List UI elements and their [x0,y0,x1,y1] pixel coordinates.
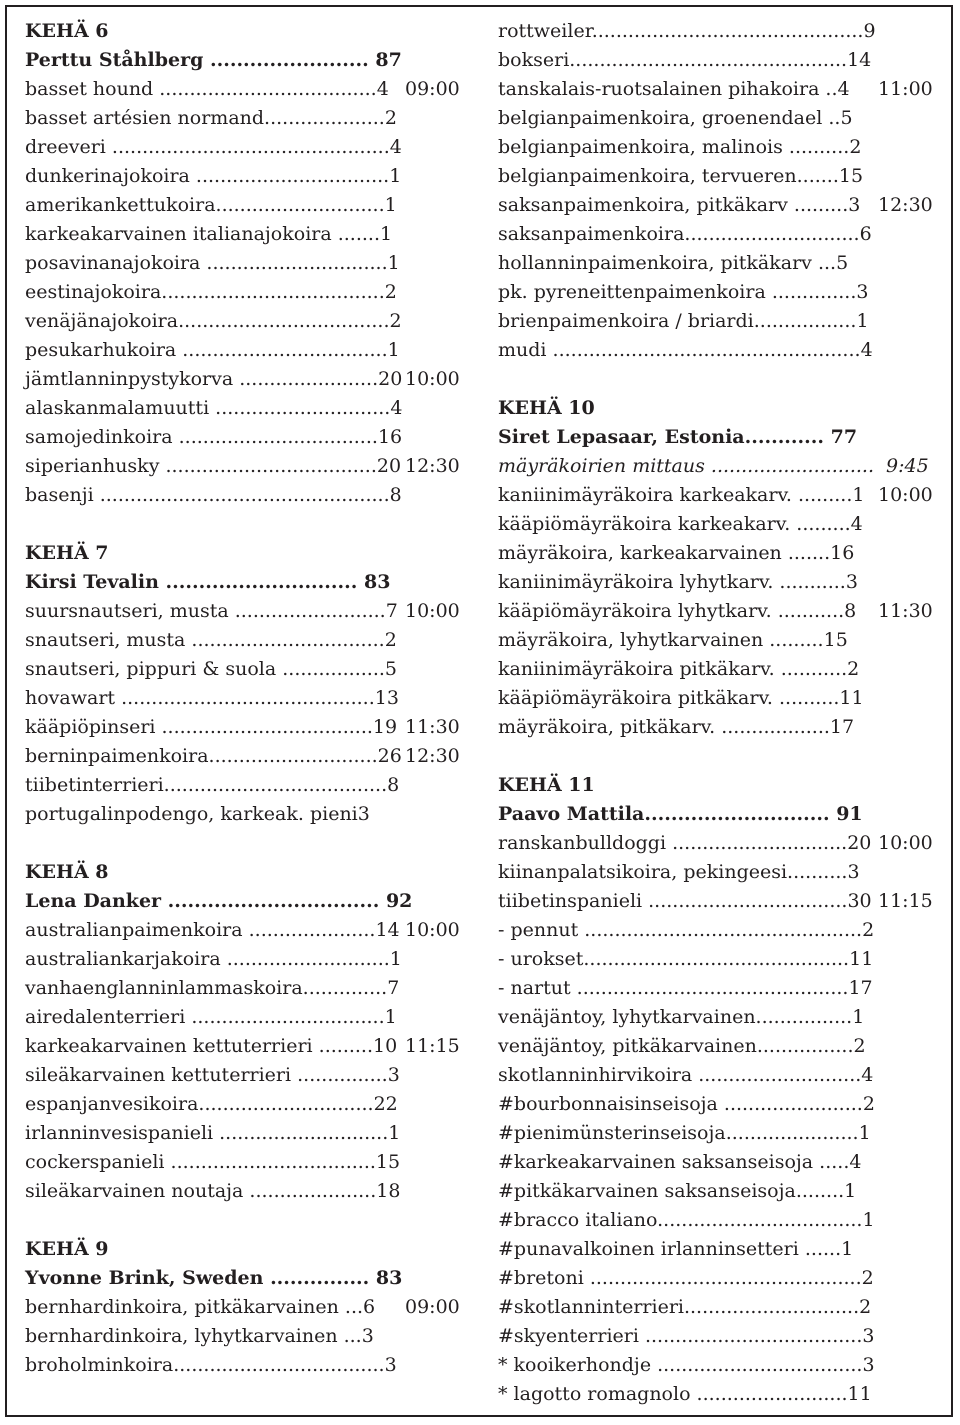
breed-entry [498,597,938,626]
ring-heading: KEHÄ 10 [498,397,595,419]
judge-name: Perttu Ståhlberg ........................ 87 [25,49,402,71]
entry-count: 14 [847,49,872,71]
breed-name: #skyenterrieri .................................... [498,1325,863,1347]
entry-count: 1 [389,165,402,187]
entry-count: 5 [836,252,849,274]
breed-entry [498,1119,938,1148]
entry-count: 3 [862,1354,875,1376]
breed-name: #bretoni ............................................. [498,1267,862,1289]
breed-name: kääpiömäyräkoira lyhytkarv. ........... [498,600,845,622]
entry-count: 2 [847,658,860,680]
breed-name: venäjänajokoira................................... [25,310,390,332]
breed-entry [25,220,465,249]
ring-heading: KEHÄ 9 [25,1238,109,1260]
entry-count: 3 [845,571,858,593]
entry-count: 2 [384,107,397,129]
breed-name: belgianpaimenkoira, malinois .......... [498,136,850,158]
breed-name: siperianhusky ................................... [25,455,377,477]
breed-name: belgianpaimenkoira, tervueren....... [498,165,839,187]
entry-count: 4 [861,1064,874,1086]
breed-name: alaskanmalamuutti ............................. [25,397,391,419]
breed-entry [25,104,465,133]
judge-name: Paavo Mattila............................ 91 [498,803,863,825]
breed-name: - urokset............................................ [498,948,850,970]
entry-count: 1 [841,1238,854,1260]
breed-entry [25,133,465,162]
breed-entry [25,597,465,626]
entry-count: 2 [853,1035,866,1057]
start-time: 12:30 [405,455,460,477]
breed-entry [25,481,465,510]
breed-name: rottweiler............................................. [498,20,864,42]
section-spacer [25,829,465,858]
entry-count: 2 [384,281,397,303]
breed-entry [498,916,938,945]
entry-count: 13 [374,687,399,709]
breed-name: dunkerinajokoira ................................ [25,165,390,187]
breed-entry [498,1090,938,1119]
start-time: 9:45 [886,455,929,477]
breed-name: belgianpaimenkoira, groenendael .. [498,107,841,129]
start-time: 10:00 [405,600,460,622]
breed-entry [25,1003,465,1032]
entry-count: 11 [839,687,864,709]
entry-count: 4 [849,1151,862,1173]
section-spacer [25,1206,465,1235]
breed-name: bernhardinkoira, pitkäkarvainen ... [25,1296,364,1318]
breed-name: - pennut .............................................. [498,919,863,941]
judge-name: Lena Danker ................................ 92 [25,890,413,912]
breed-name: venäjäntoy, lyhytkarvainen................ [498,1006,853,1028]
entry-count: 26 [377,745,402,767]
breed-name: pk. pyreneittenpaimenkoira .............. [498,281,857,303]
entry-count: 16 [377,426,403,448]
breed-entry [25,800,465,829]
breed-name: #skotlanninterrieri............................. [498,1296,860,1318]
breed-entry [25,1293,465,1322]
section-spacer [498,742,938,771]
breed-name: posavinanajokoira .............................. [25,252,388,274]
entry-count: 8 [389,484,402,506]
breed-name: basset hound .................................... [25,78,377,100]
breed-entry [498,945,938,974]
breed-name: #punavalkoinen irlanninsetteri ...... [498,1238,842,1260]
breed-name: kaniinimäyräkoira lyhytkarv. ........... [498,571,846,593]
breed-name: sileäkarvainen kettuterrieri ............... [25,1064,388,1086]
breed-entry [498,1148,938,1177]
breed-name: cockerspanieli .................................. [25,1151,376,1173]
breed-entry [498,278,938,307]
entry-count: 15 [823,629,848,651]
breed-entry [498,858,938,887]
ring-heading: KEHÄ 11 [498,774,595,796]
breed-name: ranskanbulldoggi ............................. [498,832,848,854]
breed-entry [498,1177,938,1206]
entry-count: 1 [862,1209,875,1231]
breed-entry [25,742,465,771]
breed-entry [25,684,465,713]
breed-entry [25,191,465,220]
ring-heading: KEHÄ 8 [25,861,109,883]
start-time: 10:00 [405,368,460,390]
breed-entry [25,278,465,307]
breed-name: kääpiöpinseri ................................... [25,716,373,738]
entry-count: 3 [357,803,370,825]
breed-name: * lagotto romagnolo ......................... [498,1383,848,1405]
entry-count: 1 [380,223,393,245]
entry-count: 20 [376,455,402,477]
entry-count: 3 [862,1325,875,1347]
entry-count: 1 [852,484,865,506]
breed-name: hollanninpaimenkoira, pitkäkarv ... [498,252,837,274]
entry-count: 3 [384,1354,397,1376]
breed-name: mäyräkoirien mittaus ........................... [498,455,874,477]
breed-entry [498,974,938,1003]
breed-name: snautseri, musta ................................ [25,629,385,651]
breed-name: basenji ................................................ [25,484,390,506]
breed-name: tanskalais-ruotsalainen pihakoira .. [498,78,838,100]
breed-entry [498,1293,938,1322]
breed-name: bernhardinkoira, lyhytkarvainen ... [25,1325,362,1347]
start-time: 10:00 [405,919,460,941]
breed-entry [498,481,938,510]
breed-name: karkeakarvainen kettuterrieri ......... [25,1035,374,1057]
breed-entry [25,394,465,423]
breed-name: pesukarhukoira .................................. [25,339,388,361]
entry-count: 1 [852,1006,865,1028]
breed-name: - nartut ............................................. [498,977,849,999]
entry-count: 16 [830,542,855,564]
breed-entry [25,1090,465,1119]
entry-count: 1 [856,310,869,332]
breed-entry [25,626,465,655]
left-column [25,17,465,1380]
breed-entry [498,1322,938,1351]
breed-entry [25,336,465,365]
entry-count: 4 [389,136,402,158]
breed-name: amerikankettukoira............................ [25,194,385,216]
entry-count: 2 [849,136,862,158]
section-spacer [498,365,938,394]
breed-name: suursnautseri, musta ......................... [25,600,386,622]
breed-entry [25,1148,465,1177]
start-time: 12:30 [405,745,460,767]
breed-entry [498,1264,938,1293]
breed-name: australiankarjakoira ........................... [25,948,390,970]
entry-count: 17 [848,977,873,999]
start-time: 09:00 [405,1296,460,1318]
breed-entry [498,220,938,249]
breed-name: brienpaimenkoira / briardi................. [498,310,857,332]
breed-entry [498,307,938,336]
breed-entry [498,104,938,133]
breed-entry [498,46,938,75]
entry-count: 11 [847,1383,872,1405]
entry-count: 18 [376,1180,401,1202]
breed-name: #bracco italiano.................................. [498,1209,863,1231]
breed-entry [25,1351,465,1380]
breed-entry [498,1380,938,1409]
breed-entry [498,1235,938,1264]
start-time: 12:30 [878,194,933,216]
breed-name: sileäkarvainen noutaja ..................... [25,1180,377,1202]
breed-entry [498,75,938,104]
entry-count: 1 [389,948,402,970]
entry-count: 1 [387,252,400,274]
breed-entry [498,568,938,597]
breed-name: australianpaimenkoira ..................... [25,919,376,941]
breed-name: jämtlanninpystykorva ....................... [25,368,379,390]
breed-name: berninpaimenkoira............................ [25,745,378,767]
entry-count: 4 [837,78,850,100]
breed-name: hovawart .......................................... [25,687,375,709]
breed-name: espanjanvesikoira............................. [25,1093,374,1115]
breed-name: samojedinkoira ................................. [25,426,378,448]
breed-name: karkeakarvainen italianajokoira ....... [25,223,380,245]
entry-count: 9 [863,20,876,42]
breed-name: tiibetinspanieli ................................. [498,890,848,912]
breed-name: saksanpaimenkoira............................. [498,223,860,245]
entry-count: 3 [847,861,860,883]
ring-heading: KEHÄ 7 [25,542,109,564]
start-time: 11:15 [878,890,933,912]
breed-entry [498,336,938,365]
entry-count: 8 [844,600,857,622]
breed-name: kääpiömäyräkoira karkeakarv. ......... [498,513,851,535]
entry-count: 15 [838,165,864,187]
entry-count: 11 [849,948,874,970]
breed-name: #pitkäkarvainen saksanseisoja........ [498,1180,845,1202]
breed-name: #karkeakarvainen saksanseisoja ..... [498,1151,850,1173]
entry-count: 4 [376,78,389,100]
section-spacer [25,510,465,539]
breed-entry [25,1032,465,1061]
entry-count: 4 [850,513,863,535]
breed-entry [498,1351,938,1380]
breed-name: airedalenterrieri ................................ [25,1006,385,1028]
breed-entry [25,1061,465,1090]
breed-entry [498,452,938,481]
entry-count: 2 [384,629,397,651]
breed-entry [25,974,465,1003]
right-column [498,17,938,1409]
entry-count: 1 [384,194,397,216]
breed-entry [25,249,465,278]
breed-entry [25,423,465,452]
breed-entry [498,191,938,220]
breed-name: mäyräkoira, karkeakarvainen ....... [498,542,831,564]
breed-name: #bourbonnaisinseisoja ....................... [498,1093,863,1115]
entry-count: 8 [387,774,400,796]
breed-name: tiibetinterrieri..................................... [25,774,388,796]
entry-count: 2 [861,1267,874,1289]
start-time: 10:00 [878,832,933,854]
breed-entry [498,539,938,568]
breed-entry [25,162,465,191]
breed-entry [25,916,465,945]
entry-count: 20 [847,832,872,854]
entry-count: 7 [387,977,400,999]
start-time: 09:00 [405,78,460,100]
start-time: 10:00 [878,484,933,506]
breed-name: snautseri, pippuri & suola ................. [25,658,385,680]
breed-entry [25,452,465,481]
entry-count: 30 [847,890,872,912]
entry-count: 1 [384,1006,397,1028]
breed-entry [25,945,465,974]
entry-count: 1 [858,1122,871,1144]
breed-entry [498,829,938,858]
breed-entry [498,510,938,539]
entry-count: 15 [375,1151,401,1173]
entry-count: 7 [385,600,398,622]
breed-entry [25,307,465,336]
entry-count: 6 [363,1296,376,1318]
breed-name: broholminkoira................................... [25,1354,385,1376]
start-time: 11:30 [878,600,933,622]
breed-name: mäyräkoira, pitkäkarv. .................. [498,716,830,738]
breed-entry [498,162,938,191]
breed-entry [498,684,938,713]
entry-count: 2 [859,1296,872,1318]
breed-name: bokseri.............................................. [498,49,848,71]
breed-entry [498,1206,938,1235]
entry-count: 3 [848,194,861,216]
judge-name: Siret Lepasaar, Estonia............ 77 [498,426,858,448]
breed-entry [498,626,938,655]
breed-name: kääpiömäyräkoira pitkäkarv. .......... [498,687,840,709]
entry-count: 5 [840,107,853,129]
breed-entry [25,1322,465,1351]
breed-entry [25,365,465,394]
breed-entry [25,75,465,104]
breed-entry [498,1032,938,1061]
breed-entry [498,17,938,46]
breed-entry [498,887,938,916]
entry-count: 3 [856,281,869,303]
breed-entry [498,133,938,162]
entry-count: 2 [389,310,402,332]
breed-name: kiinanpalatsikoira, pekingeesi.......... [498,861,848,883]
breed-name: * kooikerhondje .................................. [498,1354,863,1376]
breed-entry [25,771,465,800]
breed-name: irlanninvesispanieli ............................ [25,1122,389,1144]
breed-entry [25,655,465,684]
ring-heading: KEHÄ 6 [25,20,109,42]
entry-count: 6 [859,223,872,245]
entry-count: 14 [375,919,400,941]
entry-count: 1 [844,1180,857,1202]
breed-entry [25,1119,465,1148]
judge-name: Yvonne Brink, Sweden ............... 83 [25,1267,403,1289]
breed-entry [498,713,938,742]
start-time: 11:00 [878,78,933,100]
judge-name: Kirsi Tevalin ............................. 83 [25,571,391,593]
breed-entry [498,1061,938,1090]
entry-count: 10 [373,1035,398,1057]
entry-count: 22 [373,1093,398,1115]
breed-name: #pienimünsterinseisoja...................... [498,1122,859,1144]
breed-entry [498,249,938,278]
entry-count: 1 [388,1122,401,1144]
breed-name: vanhaenglanninlammaskoira.............. [25,977,388,999]
start-time: 11:30 [405,716,460,738]
entry-count: 3 [361,1325,374,1347]
start-time: 11:15 [405,1035,460,1057]
breed-entry [25,1177,465,1206]
breed-name: venäjäntoy, pitkäkarvainen................ [498,1035,854,1057]
breed-entry [498,655,938,684]
entry-count: 4 [390,397,403,419]
breed-name: mäyräkoira, lyhytkarvainen ......... [498,629,824,651]
breed-name: portugalinpodengo, karkeak. pieni [25,803,358,825]
entry-count: 17 [829,716,855,738]
breed-name: kaniinimäyräkoira karkeakarv. ......... [498,484,853,506]
entry-count: 4 [860,339,873,361]
entry-count: 5 [384,658,398,680]
breed-entry [498,1003,938,1032]
breed-entry [25,713,465,742]
breed-name: saksanpaimenkoira, pitkäkarv ......... [498,194,849,216]
entry-count: 2 [862,1093,875,1115]
entry-count: 20 [378,368,403,390]
entry-count: 3 [387,1064,400,1086]
entry-count: 2 [862,919,875,941]
entry-count: 1 [387,339,400,361]
breed-name: eestinajokoira..................................... [25,281,385,303]
breed-name: mudi ................................................... [498,339,861,361]
entry-count: 19 [372,716,398,738]
breed-name: kaniinimäyräkoira pitkäkarv. ........... [498,658,848,680]
breed-name: dreeveri .............................................. [25,136,390,158]
breed-name: skotlanninhirvikoira ........................... [498,1064,862,1086]
breed-name: basset artésien normand.................... [25,107,385,129]
